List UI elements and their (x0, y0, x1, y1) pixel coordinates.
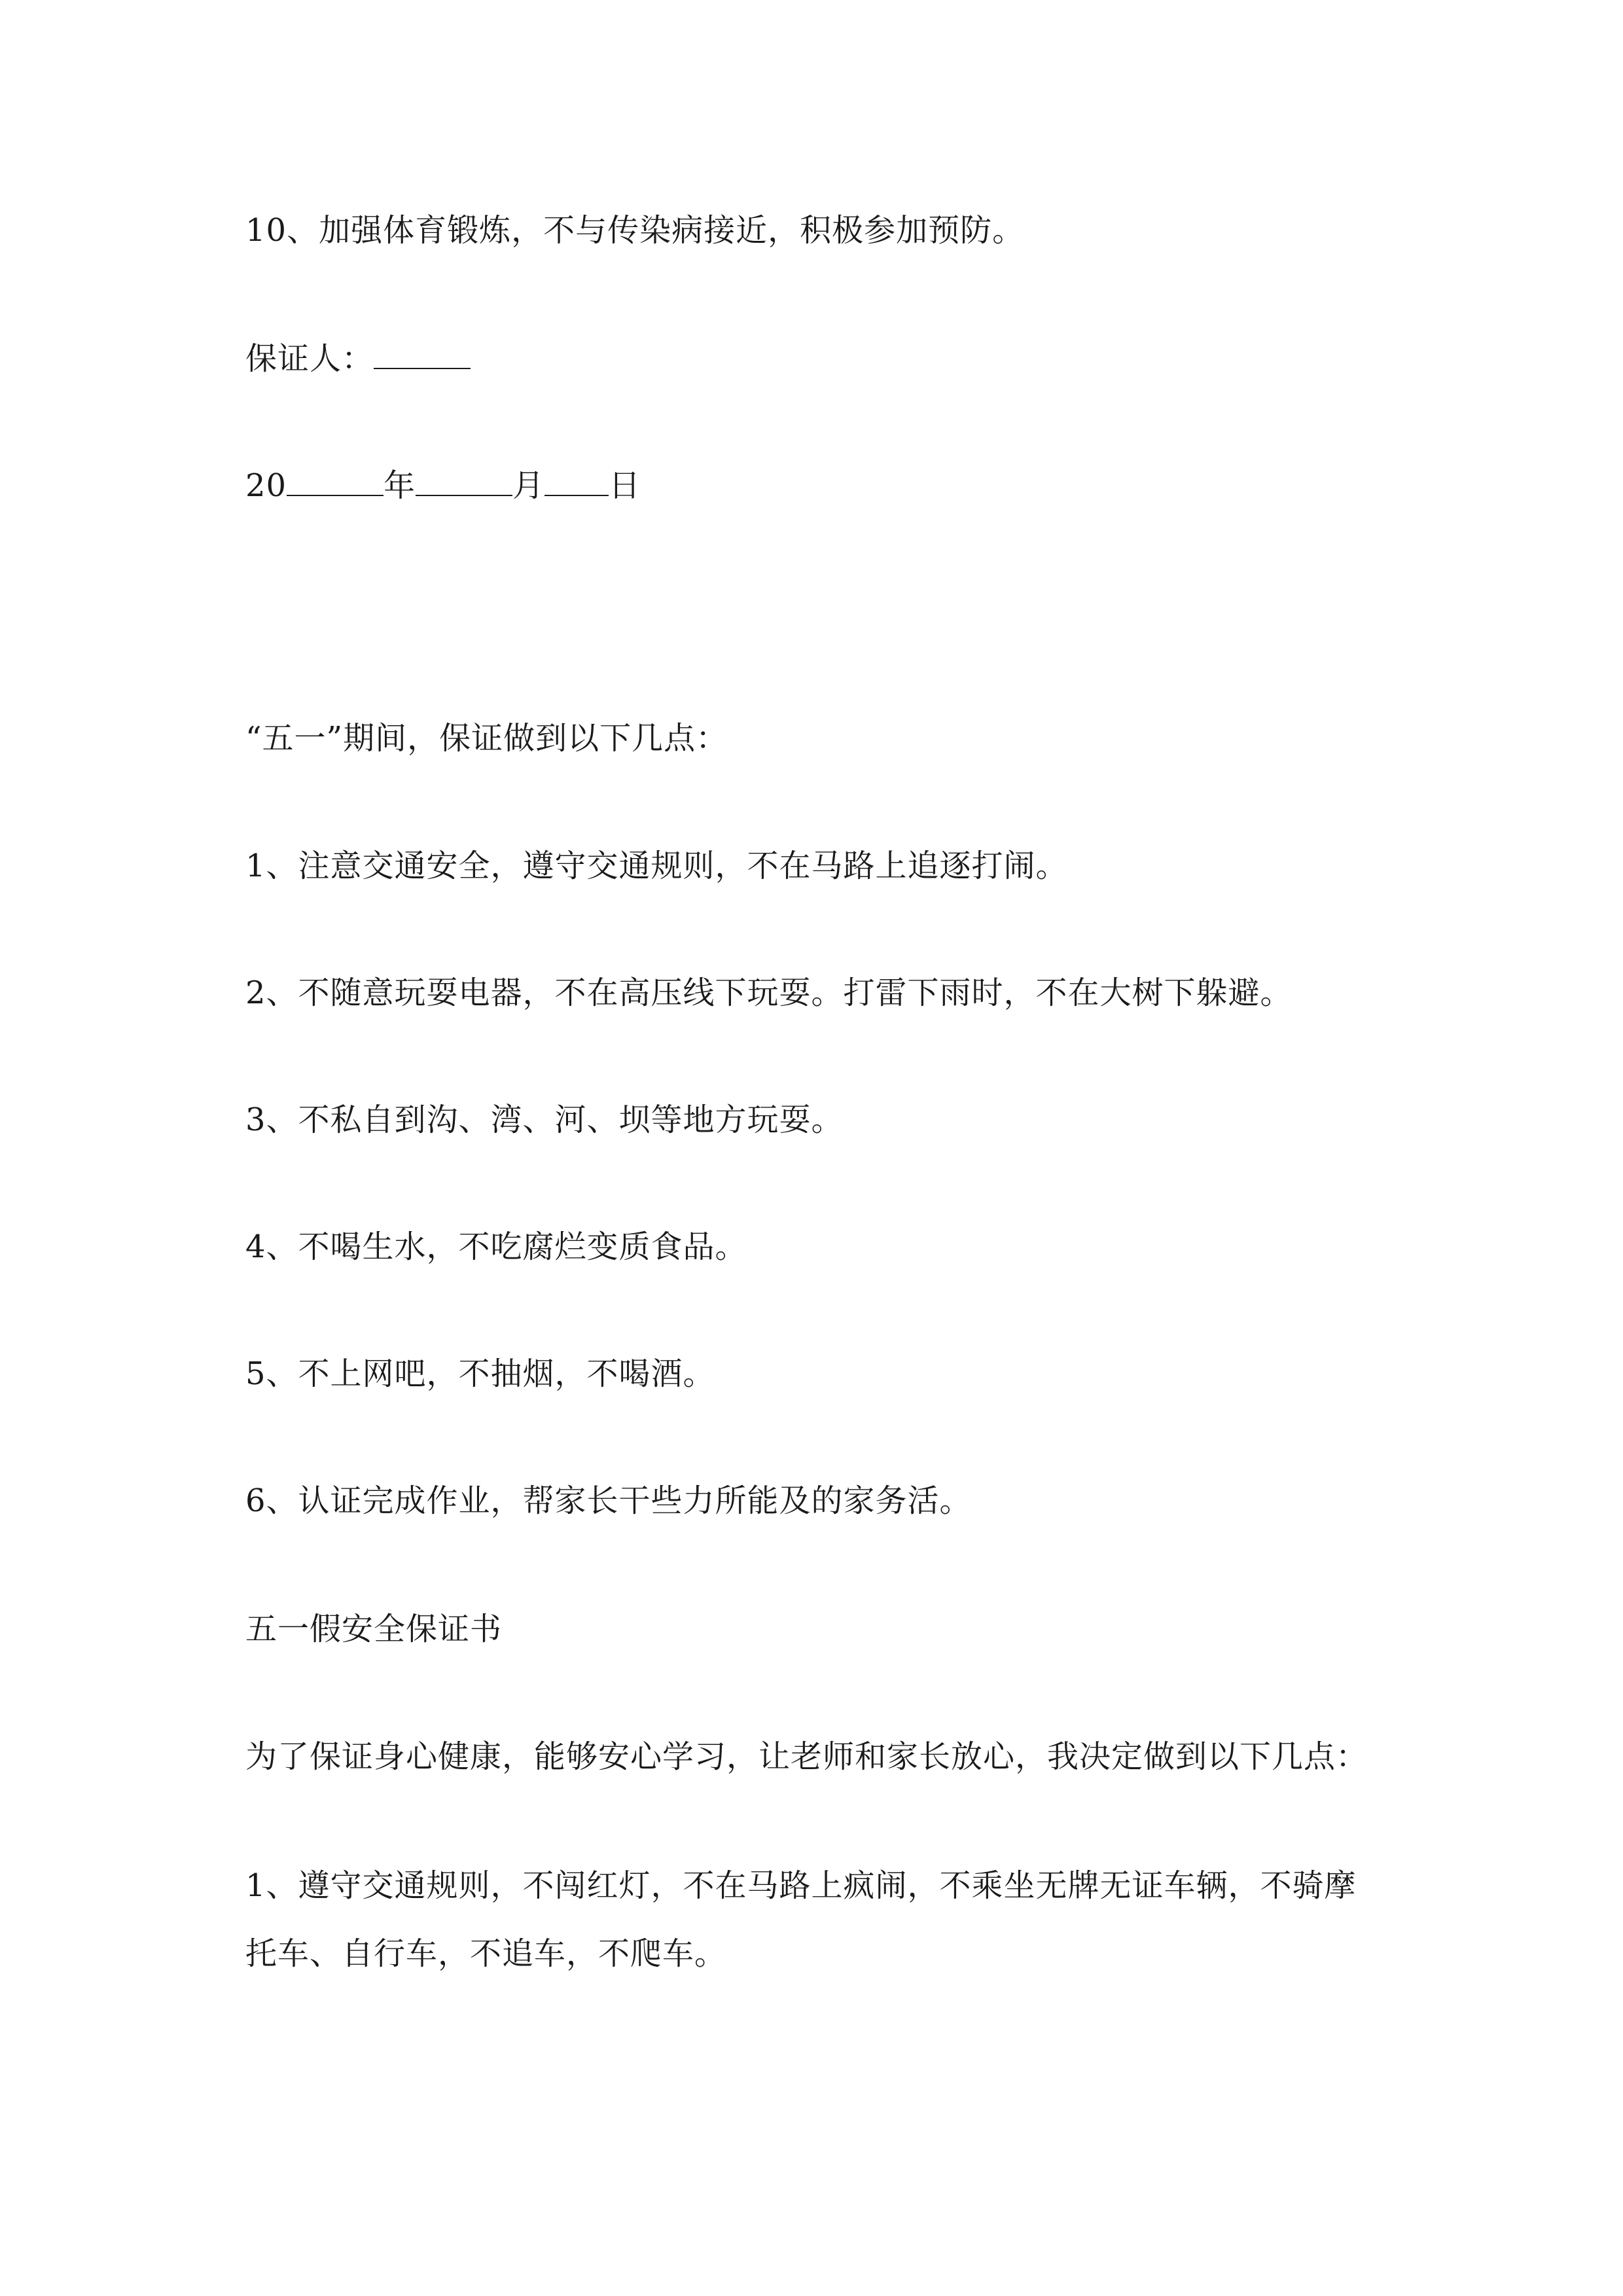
guarantor-blank (374, 338, 471, 369)
wuyi-item-3: 3、不私自到沟、湾、河、坝等地方玩耍。 (245, 1102, 844, 1138)
guarantor-label: 保证人： (245, 340, 374, 377)
date-day-label: 日 (609, 467, 641, 504)
wuyi-item-4: 4、不喝生水，不吃腐烂变质食品。 (245, 1229, 747, 1265)
month-blank (416, 465, 512, 496)
section-item-1-line-1: 1、遵守交通规则，不闯红灯，不在马路上疯闹，不乘坐无牌无证车辆，不骑摩 (245, 1867, 1357, 1904)
date-prefix: 20 (245, 467, 287, 504)
wuyi-item-1: 1、注意交通安全，遵守交通规则，不在马路上追逐打闹。 (245, 848, 1068, 884)
date-month-label: 月 (512, 467, 545, 504)
wuyi-item-2: 2、不随意玩耍电器，不在高压线下玩耍。打雷下雨时，不在大树下躲避。 (245, 975, 1293, 1011)
year-blank (287, 465, 383, 496)
wuyi-intro: “五一”期间，保证做到以下几点： (245, 720, 728, 757)
section-title: 五一假安全保证书 (245, 1611, 503, 1647)
date-line (245, 465, 641, 505)
section-intro: 为了保证身心健康，能够安心学习，让老师和家长放心，我决定做到以下几点： (245, 1738, 1368, 1775)
guarantor-line (245, 338, 471, 378)
wuyi-item-6: 6、认证完成作业，帮家长干些力所能及的家务活。 (245, 1482, 972, 1519)
item-10-text: 10、加强体育锻炼，不与传染病接近，积极参加预防。 (245, 212, 1025, 249)
section-item-1-line-2: 托车、自行车，不追车，不爬车。 (245, 1935, 727, 1972)
date-year-label: 年 (383, 467, 416, 504)
day-blank (544, 465, 609, 496)
wuyi-item-5: 5、不上网吧，不抽烟，不喝酒。 (245, 1355, 715, 1392)
